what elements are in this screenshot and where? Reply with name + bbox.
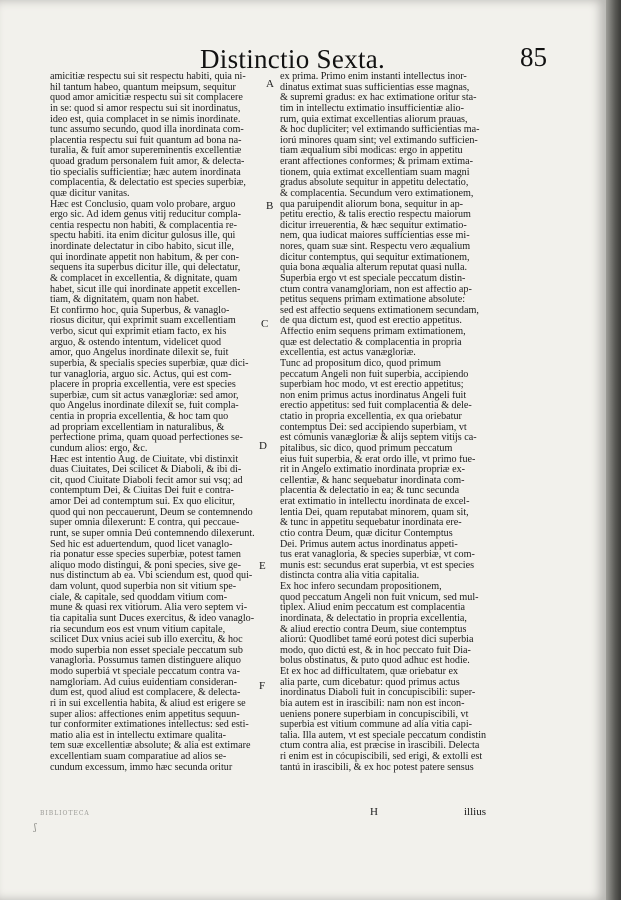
text-line: Hæc est Conclusio, quam volo probare, arguo bbox=[50, 199, 236, 210]
text-line: tio specialis sufficientiæ; hæc autem inordinata bbox=[50, 167, 241, 178]
text-line: dicitur irreuerentia, & hæc sequitur extimatio- bbox=[280, 220, 467, 231]
text-line: super omnia dilexerunt: E contra, qui peccaue- bbox=[50, 518, 240, 529]
text-line: Superbia ergo vt est speciale peccatum distin- bbox=[280, 273, 466, 284]
text-line: superbia est vitium commune ad alia vitia capi- bbox=[280, 720, 473, 731]
text-line: placere in propria excellentia, vere est species bbox=[50, 380, 236, 391]
text-line: superbiæ, cum sit actus vanægloriæ: sed amor, bbox=[50, 390, 239, 401]
text-line: erat extimatio in intellectu inordinata de excel- bbox=[280, 497, 470, 507]
text-line: hil tantum habeo, quantum meipsum, sequitur bbox=[50, 82, 236, 93]
text-line: non enim primus actus inordinatus Angeli fuit bbox=[280, 390, 467, 401]
text-line: distincta contra alia vitia capitalia. bbox=[280, 571, 420, 582]
text-line: & hoc dupliciter; vel extimando sufficientias ma- bbox=[280, 125, 480, 136]
text-line: petitus sequens primam extimatione absolute: bbox=[280, 295, 466, 306]
text-line: bia autem est in irascibili: nam non est incon- bbox=[280, 698, 465, 709]
margin-letter-d: D bbox=[259, 440, 267, 452]
text-line: cundum excessum, immo hæc secunda oritur bbox=[50, 762, 233, 773]
text-line: placentia respectu sui fuit quantum ad bona na- bbox=[50, 135, 242, 146]
text-line: aliorú: Quodlibet tamé eorú potest dici superbia bbox=[280, 635, 474, 646]
right-column bbox=[280, 72, 532, 773]
text-line: vanagloria. Possumus tamen distinguere aliquo bbox=[50, 656, 241, 667]
text-line: tem suæ excellentiæ absolute; & alia est extimare bbox=[50, 741, 251, 752]
margin-letter-b: B bbox=[266, 200, 274, 212]
text-line: talia. Illa autem, vt est speciale peccatum condistin bbox=[280, 730, 487, 741]
margin-letter-a: A bbox=[266, 78, 274, 90]
text-line: super alios: affectiones enim appetitus sequun- bbox=[50, 709, 240, 720]
text-line: rum, quia extimat excellentias aliorum prauas, bbox=[280, 114, 468, 125]
text-line: tus erat vanagloria, & species superbiæ, vt com- bbox=[280, 550, 475, 561]
text-line: qui inordinate appetit non habitum, & per con- bbox=[50, 252, 239, 263]
text-line: quæ dicitur vanitas. bbox=[50, 188, 130, 199]
text-line: erectio appetitus: sed fuit complacentia & dele- bbox=[280, 401, 472, 412]
text-line: & aliud erectio contra Deum, siue contemptus bbox=[280, 624, 467, 635]
text-line: aliquo modo distingui, & poni species, sive ge- bbox=[50, 560, 241, 571]
text-line: turalia, & fuit amor supereminentis excellentiæ bbox=[50, 146, 242, 157]
text-line: quoad gradum personalem fuit amor, & delecta- bbox=[50, 157, 245, 167]
margin-letter-c: C bbox=[261, 318, 269, 330]
margin-letter-f: F bbox=[259, 680, 266, 692]
text-line: & complacentia. Secundum vero extimationem, bbox=[280, 188, 474, 199]
page-edge bbox=[606, 0, 621, 900]
text-line: ergo sic. Ad idem genus vitij reducitur compla- bbox=[50, 210, 242, 221]
ink-mark-icon: ʃ bbox=[34, 823, 37, 833]
text-line: sed est affectio sequens extimationem secundam, bbox=[280, 305, 479, 316]
text-line: nores, quam suæ sint. Respectu vero æqualium bbox=[280, 242, 471, 252]
text-line: de qua dictum est, quod est erectio appetitus. bbox=[280, 316, 462, 327]
text-line: cit, quod Ciuitate Diaboli fecit amor sui vsq; ad bbox=[50, 475, 243, 486]
text-line: nem, qua iudicat maiores sufficientias esse mi- bbox=[280, 231, 470, 242]
text-line: dicitur contemptus, qui sequitur extimationem, bbox=[280, 252, 470, 263]
text-line: Et ex hoc ad difficultatem, quæ oriebatur ex bbox=[280, 667, 459, 677]
text-line: ad propriam excellentiam in naturalibus, & bbox=[50, 422, 225, 433]
text-line: & supremi gradus: ex hac extimatione oritur sta- bbox=[280, 93, 477, 104]
text-line: placentia & delectatio in ea; & tunc secunda bbox=[280, 486, 460, 497]
text-line: tantú in irascibili, & ex hoc potest patere sensus bbox=[280, 762, 474, 773]
text-line: gradus absolute sequitur in appetitu delectatio, bbox=[280, 178, 469, 189]
text-line: & tunc in appetitu sequebatur inordinata ere- bbox=[280, 518, 462, 529]
text-line: ctum contra vanamgloriam, non est affectio ap- bbox=[280, 284, 472, 295]
text-line: matio alia est in intellectu extimare qualita- bbox=[50, 730, 226, 741]
text-line: Tunc ad propositum dico, quod primum bbox=[280, 358, 442, 369]
text-line: quo Angelus inordinate dilexit se, fuit compla- bbox=[50, 401, 239, 412]
text-line: ri in sui excellentia habita, & aliud est erigere se bbox=[50, 698, 246, 709]
text-line: ria ponatur esse species superbiæ, potest tamen bbox=[50, 550, 241, 561]
text-line: amicitiæ respectu sui sit respectu habiti, quia ni- bbox=[50, 72, 246, 82]
text-line: contemptum Dei, & Ciuitas Dei fuit e contra- bbox=[50, 486, 234, 497]
text-line: habet, sicut ille qui inordinate appetit excellen- bbox=[50, 284, 241, 295]
text-line: modo, quo dictú est, & in hoc peccato fuit Dia- bbox=[280, 645, 471, 656]
text-line: Affectio enim sequens primam extimationem, bbox=[280, 327, 466, 337]
text-line: munis est: secundus erat superbia, vt est species bbox=[280, 560, 475, 571]
text-line: tur conformiter extimationes intellectus: sed esti- bbox=[50, 720, 249, 731]
text-line: excellentia, est actus vanægloriæ. bbox=[280, 348, 416, 359]
text-line: bolus obstinatus, & puto quod adhuc est hodie. bbox=[280, 656, 470, 667]
text-line: dam volunt, quod superbia non sit vitium spe- bbox=[50, 582, 237, 592]
text-line: Ex hoc infero secundam propositionem, bbox=[280, 582, 442, 592]
text-line: ctatio in propria excellentia, ex qua oriebatur bbox=[280, 412, 462, 422]
text-line: contemptus Dei: sed accipiendo superbiam, vt bbox=[280, 422, 467, 433]
text-line: quod qui non peccauerunt, Deum se contemnendo bbox=[50, 507, 253, 518]
text-line: amor, quo Angelus inordinate dilexit se, fuit bbox=[50, 348, 229, 359]
text-line: quia bona æqualia alterum reputat quasi nulla. bbox=[280, 263, 467, 274]
text-line: tim in intellectu extimatio insufficientiæ alio- bbox=[280, 103, 464, 114]
text-line: complacentia, & delectatio est species superbiæ, bbox=[50, 178, 246, 189]
text-line: Hæc est intentio Aug. de Ciuitate, vbi distinxit bbox=[50, 454, 239, 465]
text-line: arguo, & ostendo intentum, videlicet quod bbox=[50, 337, 222, 348]
text-line: superbia, & specialis species superbiæ, quæ dici- bbox=[50, 358, 249, 369]
text-line: tiam æqualium sibi modicas: ergo in appetitu bbox=[280, 146, 463, 157]
text-line: nus distinctum ab ea. Vbi sciendum est, quod qui- bbox=[50, 571, 253, 582]
text-line: centia respectu non habiti, & complacentia re- bbox=[50, 220, 237, 231]
text-line: dinatus extimat suas sufficientias esse magnas, bbox=[280, 82, 470, 93]
page-number: 85 bbox=[520, 42, 547, 72]
text-line: qua paruipendit aliorum bona, sequitur in ap- bbox=[280, 199, 464, 210]
text-line: in se: quod si amor respectu sui sit inordinatus, bbox=[50, 103, 241, 114]
text-line: ueniens ponere superbiam in concupiscibili, vt bbox=[280, 709, 469, 720]
text-line: inordinatus Diaboli fuit in concupiscibili: super- bbox=[280, 688, 476, 699]
text-line: superbiam hoc modo, vt est erectio appetitus; bbox=[280, 380, 464, 391]
text-line: tia capitalia sunt Duces exercitus, & ideo vanaglo- bbox=[50, 613, 255, 624]
text-line: erant affectiones conformes; & primam extima- bbox=[280, 157, 473, 167]
text-line: modo superbia non esset speciale peccatum sub bbox=[50, 645, 243, 656]
text-line: scilicet Dux vnius aciei sub illo exercitu, & hoc bbox=[50, 635, 243, 646]
text-line: Et confirmo hoc, quia Superbus, & vanaglo- bbox=[50, 305, 230, 316]
text-line: quod amor amicitiæ respectu sui sit complacere bbox=[50, 93, 243, 104]
signature-mark: H bbox=[370, 806, 378, 818]
text-line: ciale, & capitale, sed quoddam vitium com- bbox=[50, 592, 228, 603]
text-line: sequens ita superbus dicitur ille, qui delectatur, bbox=[50, 263, 241, 274]
library-stamp: BIBLIOTECA bbox=[40, 810, 90, 817]
text-line: tur vanagloria, arguo sic. Actus, qui est com- bbox=[50, 369, 232, 380]
text-line: ctum contra alia, est præcise in irascibili. Delecta bbox=[280, 741, 480, 752]
text-line: perfectione prima, quam quoad perfectiones se- bbox=[50, 433, 243, 444]
text-line: quod peccatum Angeli non fuit vnicum, sed mul- bbox=[280, 592, 479, 603]
text-line: iorú minores quam sint; vel extimando sufficien- bbox=[280, 135, 478, 146]
catchword: illius bbox=[464, 806, 487, 818]
text-line: inordinata, & delectatio in propria excellentia, bbox=[280, 613, 467, 624]
text-line: modo superbiá vt speciale peccatum contra va- bbox=[50, 667, 241, 677]
text-line: inordinate delectatur in cibo habito, sicut ille, bbox=[50, 242, 234, 252]
text-line: & complacet in excellentia, & dignitate, quam bbox=[50, 273, 238, 284]
text-line: excellentiam suam comparatiue ad alios se- bbox=[50, 752, 227, 762]
left-column bbox=[50, 72, 302, 773]
text-line: alia parte, cum dicebatur: quod primus actus bbox=[280, 677, 460, 688]
text-line: verbo, sicut qui exprimit etiam facto, ex his bbox=[50, 327, 227, 337]
text-line: Sed hic est aduertendum, quod licet vanaglo- bbox=[50, 539, 233, 550]
text-line: ideo est, quia complacet in se nimis inordinate. bbox=[50, 114, 241, 125]
margin-letter-e: E bbox=[259, 560, 266, 572]
text-line: duas Ciuitates, Dei scilicet & Diaboli, & ibi di- bbox=[50, 465, 242, 476]
text-line: spectu habiti. ita enim dicitur gulosus ille, qui bbox=[50, 231, 236, 242]
text-line: lentia Dei, quam reputabat minorem, quam sit, bbox=[280, 507, 469, 518]
text-line: pitalibus, sic dico, quod primum peccatum bbox=[280, 443, 453, 454]
text-line: tunc assumo secundo, quod illa inordinata com- bbox=[50, 125, 244, 136]
text-line: peccatum Angeli non fuit superbia, accipiendo bbox=[280, 369, 469, 380]
text-line: riosus dicitur, qui exprimit suam excellentiam bbox=[50, 316, 236, 327]
text-line: rit in Angelo extimatio inordinata propriæ ex- bbox=[280, 465, 466, 476]
text-line: Dei. Primus autem actus inordinatus appeti- bbox=[280, 539, 458, 550]
text-line: dum est, quod aliud est complacere, & delecta- bbox=[50, 688, 241, 699]
text-line: amor Dei ad contemptum sui. Ex quo elicitur, bbox=[50, 497, 235, 507]
page-title: Distinctio Sexta. bbox=[200, 44, 386, 74]
text-line: ctio contra Deum, quæ dicitur Contemptus bbox=[280, 528, 453, 539]
text-line: namgloriam. Ad cuius euidentiam consideran- bbox=[50, 677, 237, 688]
text-line: mune & quasi rex vitiorum. Alia vero septem vi- bbox=[50, 603, 248, 614]
text-line: tiam, & dignitatem, quam non habet. bbox=[50, 295, 200, 306]
text-line: petitu erectio, & talis erectio respectu maiorum bbox=[280, 210, 471, 221]
text-line: tiplex. Aliud enim peccatum est complacentia bbox=[280, 603, 466, 614]
text-line: cellentiæ, & hanc sequebatur inordinata com- bbox=[280, 475, 465, 486]
text-line: quæ est delectatio & complacentia in propria bbox=[280, 337, 462, 348]
text-line: cundum alios: ergo, &c. bbox=[50, 443, 148, 454]
text-line: tionem, quia extimat excellentiam suam magni bbox=[280, 167, 470, 178]
text-line: ri enim est in cócupiscibili, sed erigi, & extolli est bbox=[280, 752, 483, 762]
text-line: ria secundum eos est vnum vitium capitale, bbox=[50, 624, 226, 635]
text-line: est cómunis vanægloriæ & alijs septem vitijs ca- bbox=[280, 433, 477, 444]
text-line: ex prima. Primo enim instanti intellectus inor- bbox=[280, 72, 467, 82]
text-line: runt, se super omnia Deú contemnendo dilexerunt. bbox=[50, 528, 255, 539]
text-line: eius fuit superbia, & erat ordo ille, vt primo fue- bbox=[280, 454, 476, 465]
text-line: centia in propria excellentia, & hoc tam quo bbox=[50, 412, 229, 422]
